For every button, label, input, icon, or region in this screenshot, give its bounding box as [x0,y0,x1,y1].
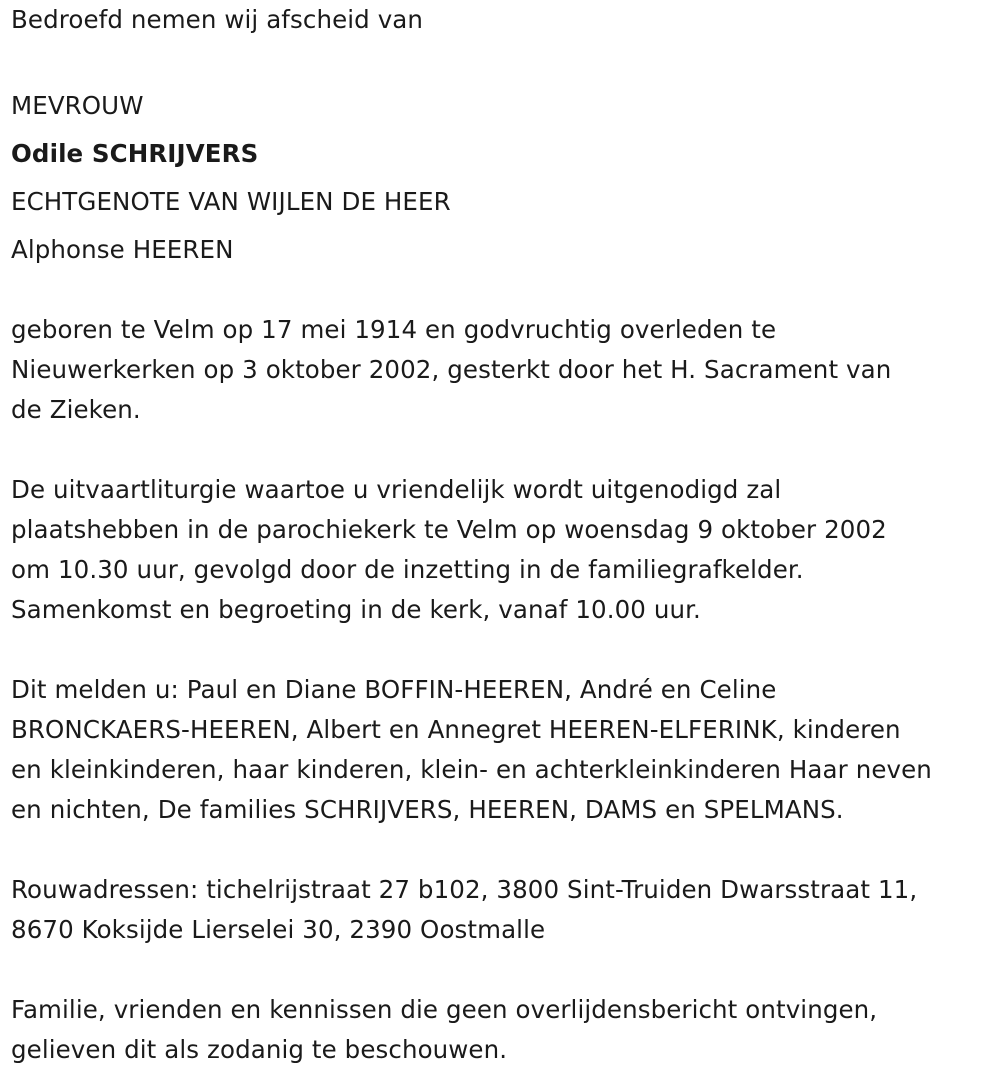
announcers-line: Dit melden u: Paul en Diane BOFFIN-HEEREN, André en Celine [11,675,777,704]
funeral-line: Samenkomst en begroeting in de kerk, vanaf 10.00 uur. [11,595,701,624]
announcers-paragraph [11,670,991,830]
birth-death-paragraph [11,310,991,430]
spouse-name: Alphonse HEEREN [11,235,234,264]
birth-death-line: de Zieken. [11,395,141,424]
addresses-paragraph [11,870,991,950]
announcers-line: en kleinkinderen, haar kinderen, klein- en achterkleinkinderen Haar neven [11,755,932,784]
addresses-line: Rouwadressen: tichelrijstraat 27 b102, 3800 Sint-Truiden Dwarsstraat 11, [11,875,918,904]
closing-line: Familie, vrienden en kennissen die geen overlijdensbericht ontvingen, [11,995,878,1024]
spacer [11,830,991,870]
intro-text: Bedroefd nemen wij afscheid van [11,5,424,34]
funeral-paragraph [11,470,991,630]
funeral-line: De uitvaartliturgie waartoe u vriendelijk wordt uitgenodigd zal [11,475,782,504]
obituary-document [11,0,991,1070]
closing-line: gelieven dit als zodanig te beschouwen. [11,1035,508,1064]
announcers-line: BRONCKAERS-HEEREN, Albert en Annegret HEEREN-ELFERINK, kinderen [11,715,901,744]
spacer [11,430,991,470]
announcers-line: en nichten, De families SCHRIJVERS, HEEREN, DAMS en SPELMANS. [11,795,844,824]
birth-death-line: Nieuwerkerken op 3 oktober 2002, gesterkt door het H. Sacrament van [11,355,892,384]
funeral-line: om 10.30 uur, gevolgd door de inzetting in de familiegrafkelder. [11,555,804,584]
spacer [11,630,991,670]
title-prefix: MEVROUW [11,91,144,120]
spouse-line: ECHTGENOTE VAN WIJLEN DE HEER [11,187,451,216]
funeral-line: plaatshebben in de parochiekerk te Velm op woensdag 9 oktober 2002 [11,515,887,544]
spacer [11,950,991,990]
deceased-name: Odile SCHRIJVERS [11,139,259,168]
spacer [11,40,991,80]
spacer [11,270,991,310]
closing-paragraph [11,990,991,1070]
birth-death-line: geboren te Velm op 17 mei 1914 en godvruchtig overleden te [11,315,777,344]
addresses-line: 8670 Koksijde Lierselei 30, 2390 Oostmalle [11,915,546,944]
